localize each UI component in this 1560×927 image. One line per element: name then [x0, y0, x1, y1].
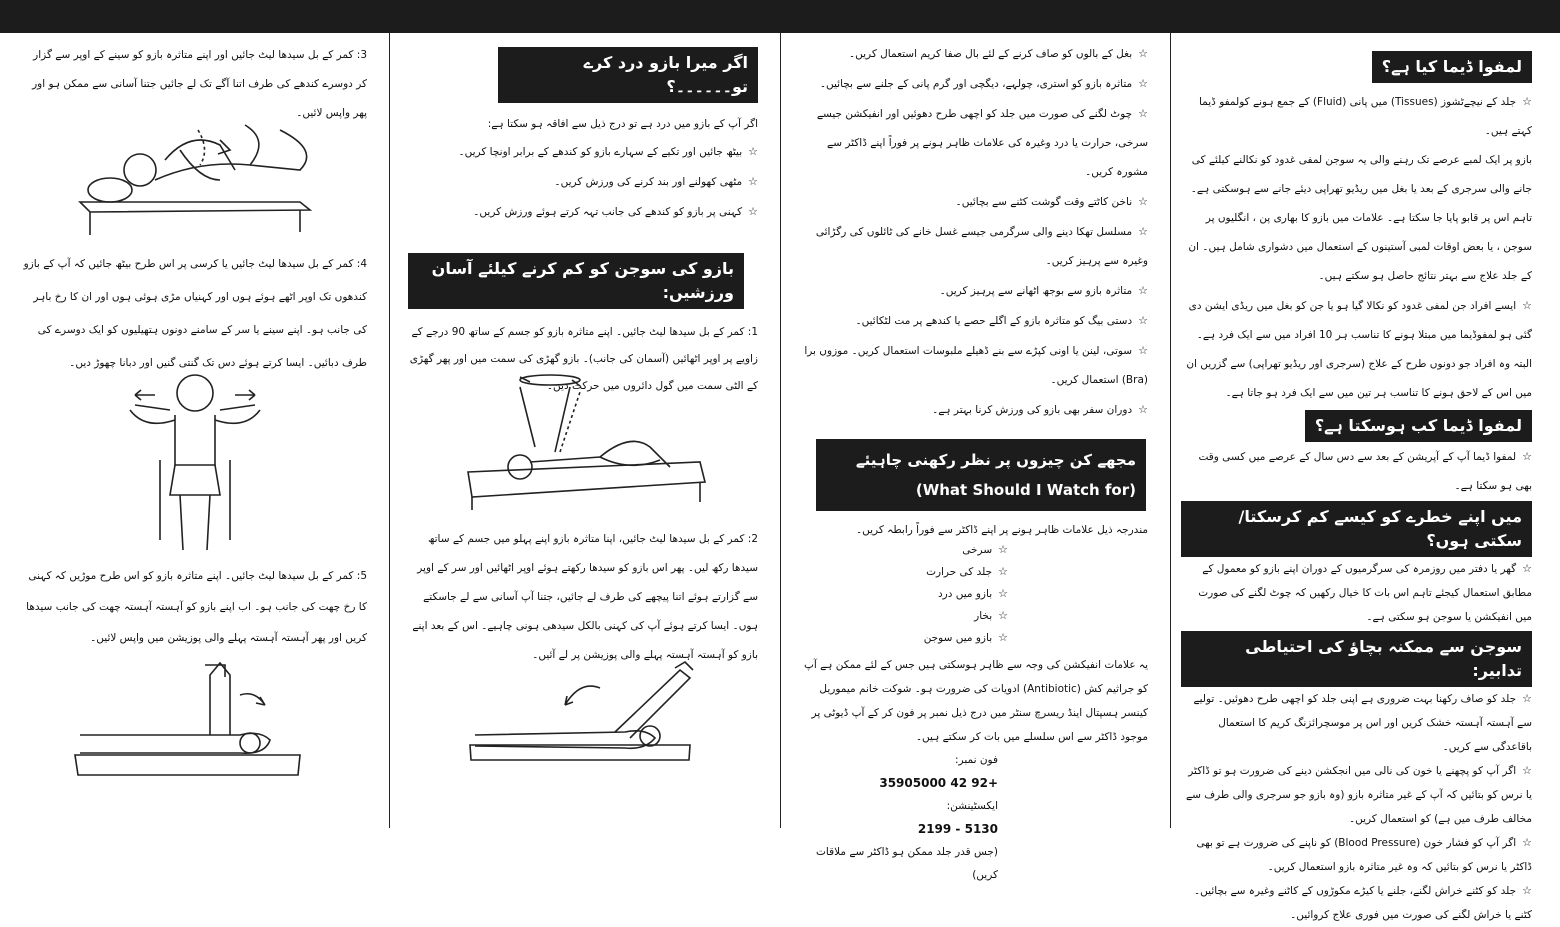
paragraph-when: ☆لمفوا ڈیما آپ کے آپریشن کے بعد سے دس سال کے عرصے میں کسی وقت بھی ہو سکتا ہے۔: [1198, 450, 1532, 492]
column-divider: [389, 33, 390, 828]
phone-number: +92 42 35905000: [879, 776, 998, 790]
exercise-4-illustration: [115, 365, 275, 555]
list-item: ☆متاثرہ بازو کو استری، چولہے، دیگچی اور گرم پانی کے جلنے سے بچائیں۔: [819, 77, 1148, 90]
heading-what-is-lymphedema: لمفوا ڈیما کیا ہے؟: [1372, 51, 1532, 83]
heading-arm-pain: اگر میرا بازو درد کرے تو۔۔۔۔۔۔؟: [498, 47, 758, 103]
paragraph-exercise-4: 4: کمر کے بل سیدھا لیٹ جائیں یا کرسی پر اس طرح بیٹھ جائیں کہ آپ کے بازو کندھوں تک اوپر اٹھے ہوئے ہوں اور کہنیاں مڑی ہوئی ہوں اور ان کا رخ باہر کی جانب ہو۔ اپنے سینے یا سر کے سامنے دونوں ہتھیلیوں کو ایک دوسرے کی طرف دبائیں۔ ایسا کرتے ہوئے دس تک گنتی گنیں اور دبانا چھوڑ دیں۔: [23, 258, 367, 369]
paragraph-watch-intro: مندرجہ ذیل علامات ظاہر ہونے پر اپنے ڈاکٹر سے فوراً رابطہ کریں۔: [855, 524, 1148, 536]
column-intro: [1171, 33, 1560, 921]
list-item: ☆اگر آپ کو فشار خون (Blood Pressure) کو ناپنے کی ضرورت ہے تو بھی ڈاکٹر یا نرس کو بتائیں کہ وہ غیر متاثرہ بازو استعمال کریں۔: [1196, 836, 1532, 873]
paragraph-definition: ☆جلد کے نیچےٹشوز (Tissues) میں پانی (Fluid) کے جمع ہونے کولمفو ڈیما کہتے ہیں۔: [1198, 95, 1532, 137]
list-item: ☆دستی بیگ کو متاثرہ بازو کے اگلے حصے یا کندھے پر مت لٹکائیں۔: [855, 314, 1148, 327]
heading-easy-exercises: بازو کی سوجن کو کم کرنے کیلئے آسان ورزشیں:: [408, 253, 744, 309]
paragraph-antibiotic: یہ علامات انفیکشن کی وجہ سے ظاہر ہوسکتی ہیں جس کے لئے ممکن ہے آپ کو جراثیم کش (Antibiotic) ادویات کی ضرورت ہو۔ شوکت خانم میموریل کینسر ہسپتال اینڈ ریسرچ سنٹر میں درج ذیل نمبر پر فون کر کے آپ ڈیوٹی پر موجود ڈاکٹر سے اس سلسلے میں بات کر سکتے ہیں۔: [804, 659, 1148, 743]
extension-label: ایکسٹینشن:: [946, 800, 998, 812]
list-item: ☆ناخن کاٹتے وقت گوشت کٹنے سے بچائیں۔: [955, 195, 1148, 208]
list-item: ☆جلد کو صاف رکھنا بہت ضروری ہے اپنی جلد کو اچھی طرح دھوئیں۔ تولیے سے آہستہ آہستہ خشک کریں اور اس پر موسچرائزنگ کریم کا استعمال باقاعدگی سے کریں۔: [1193, 692, 1532, 753]
list-item: ☆جلد کو کٹنے خراش لگنے، جلنے یا کیڑے مکوڑوں کے کاٹنے وغیرہ سے بچائیں۔ کٹنے یا خراش لگنے کی صورت میں فوری علاج کروائیں۔: [1194, 884, 1532, 921]
phone-label: فون نمبر:: [955, 754, 998, 766]
paragraph-risk: ☆ایسے افراد جن لمفی غدود کو نکالا گیا ہو یا جن کو بغل میں ریڈی ایشن دی گئی ہو لمفوڈیما میں مبتلا ہونے کا تناسب ہر 10 افراد میں سے ایک فرد ہے۔ البتہ وہ افراد جو دونوں طرح کے علاج (سرجری اور ریڈیو تھراپی) سے گزریں ان میں اس کے لاحق ہونے کا تناسب ہر تین میں سے ایک فرد ہو جاتا ہے۔: [1186, 299, 1532, 399]
column-divider: [1170, 33, 1171, 828]
precautions-list: [1181, 687, 1532, 927]
list-item: ☆کہنی پر بازو کو کندھے کی جانب تہہ کرتے ہوئے ورزش کریں۔: [473, 205, 758, 218]
list-item: ☆مسلسل تھکا دینے والی سرگرمی جیسے غسل خانے کی ٹائلوں کی رگڑائی وغیرہ سے پرہیز کریں۔: [815, 225, 1148, 267]
extension-number: 5130 - 2199: [917, 822, 998, 836]
paragraph-exercise-5: 5: کمر کے بل سیدھا لیٹ جائیں۔ اپنے متاثرہ بازو کو اس طرح موڑیں کہ کہنی کا رخ چھت کی جانب ہو۔ اب اپنے بازو کو آہستہ آہستہ چھت کی جانب سیدھا کریں اور پھر آہستہ آہستہ پہلے والی پوزیشن میں واپس لائیں۔: [26, 570, 367, 644]
column-precautions-symptoms: [781, 33, 1170, 881]
column-divider: [780, 33, 781, 828]
list-item: ☆بغل کے بالوں کو صاف کرنے کے لئے بال صفا کریم استعمال کریں۔: [848, 47, 1148, 60]
paragraph-arm-pain-intro: اگر آپ کے بازو میں درد ہے تو درج ذیل سے افاقہ ہو سکتا ہے:: [487, 118, 758, 130]
paragraph-reduce-risk: ☆گھر یا دفتر میں روزمرہ کی سرگرمیوں کے دوران اپنے بازو کو معمول کے مطابق استعمال کیجئے تاہم اس بات کا خیال رکھیں کہ چوٹ لگنے کی صورت میں انفیکشن یا سوجن ہو سکتی ہے۔: [1198, 562, 1532, 623]
list-item: ☆بازو میں سوجن: [923, 631, 1008, 644]
list-item: ☆چوٹ لگنے کی صورت میں جلد کو اچھی طرح دھوئیں اور انفیکشن جیسے سرخی، حرارت یا درد وغیرہ کی علامات ظاہر ہونے پر فوراً اپنے ڈاکٹر سے مشورہ کریں۔: [816, 107, 1148, 178]
arm-pain-list: [408, 137, 758, 227]
exercise-1-illustration: [460, 372, 710, 512]
list-item: ☆بیٹھ جائیں اور تکیے کے سہارے بازو کو کندھے کے برابر اونچا کریں۔: [458, 145, 758, 158]
list-item: ☆بخار: [974, 609, 1008, 622]
contact-block: [803, 749, 1148, 887]
list-item: ☆مٹھی کھولنے اور بند کرنے کی ورزش کریں۔: [554, 175, 758, 188]
exercise-2-illustration: [465, 660, 705, 770]
paragraph-exercise-3: 3: کمر کے بل سیدھا لیٹ جائیں اور اپنے متاثرہ بازو کو سینے کے اوپر سے گزار کر دوسرے کندھے کی طرف اتنا آگے تک لے جائیں جتنا آسانی سے ممکن ہو اور پھر واپس لائیں۔: [32, 49, 367, 119]
paragraph-exercise-2: 2: کمر کے بل سیدھا لیٹ جائیں، اپنا متاثرہ بازو اپنے پہلو میں جسم کے ساتھ سیدھا رکھ لیں۔ پھر اس بازو کو سیدھا رکھتے ہوئے اوپر اٹھائیں اور سر کے اوپر سے گزارتے ہوئے اتنا پیچھے کی طرف لے جائیں، جتنا آپ آسانی سے لے جاسکتے ہوں۔ ایسا کرتے ہوئے آپ کی کہنی بالکل سیدھی ہونی چاہیے۔ اس کے بعد اپنے بازو کو آہستہ آہستہ پہلے والی پوزیشن پر لے آئیں۔: [412, 533, 758, 661]
symptoms-list: [803, 539, 1148, 649]
contact-note: (جس قدر جلد ممکن ہو ڈاکٹر سے ملاقات کریں): [816, 846, 998, 881]
paragraph-exercise-1: 1: کمر کے بل سیدھا لیٹ جائیں۔ اپنے متاثرہ بازو کو جسم کے ساتھ 90 درجے کے زاویے پر اوپر اٹھائیں (آسمان کی جانب)۔ بازو گھڑی کی سمت میں اور پھر گھڑی کے الٹی سمت میں گول دائروں میں حرکت دیں۔: [409, 326, 758, 392]
exercise-5-illustration: [70, 655, 310, 780]
list-item: ☆سوتی، لینن یا اونی کپڑے سے بنے ڈھیلے ملبوسات استعمال کریں۔ موزوں برا (Bra) استعمال کریں۔: [804, 344, 1148, 386]
heading-when-lymphedema: لمفوا ڈیما کب ہوسکتا ہے؟: [1305, 410, 1532, 442]
precautions-list-continued: [803, 39, 1148, 425]
list-item: ☆متاثرہ بازو سے بوجھ اٹھانے سے پرہیز کریں۔: [939, 284, 1148, 297]
heading-reduce-risk: میں اپنے خطرے کو کیسے کم کرسکتا/سکتی ہوں؟: [1181, 501, 1532, 557]
list-item: ☆دوران سفر بھی بازو کی ورزش کرنا بہتر ہے۔: [932, 403, 1148, 416]
heading-what-to-watch: مجھے کن چیزوں پر نظر رکھنی چاہیئے (What Should I Watch for): [816, 439, 1146, 511]
list-item: ☆سرخی: [962, 543, 1008, 556]
list-item: ☆اگر آپ کو پچھنے یا خون کی نالی میں انجکشن دینے کی ضرورت ہو تو ڈاکٹر یا نرس کو بتائیں کہ آپ کے غیر متاثرہ بازو (وہ بازو جو سرجری والی طرف سے مخالف طرف میں ہے) کو استعمال کریں۔: [1185, 764, 1532, 825]
top-bar: [0, 0, 1560, 33]
list-item: ☆جلد کی حرارت: [926, 565, 1008, 578]
list-item: ☆بازو میں درد: [937, 587, 1008, 600]
exercise-3-illustration: [70, 110, 360, 240]
heading-precautions: سوجن سے ممکنہ بچاؤ کی احتیاطی تدابیر:: [1181, 631, 1532, 687]
paragraph-causes: بازو پر ایک لمبے عرصے تک رہنے والی یہ سوجن لمفی غدود کو نکالنے کیلئے کی جانے والی سرجری کے بعد یا بغل میں ریڈیو تھراپی دیئے جانے سے ہوسکتی ہے۔ تاہم اس پر قابو پایا جا سکتا ہے۔ علامات میں بازو کا بھاری پن ، انگلیوں پر سوجن ، یا بعض اوقات لمبی آستینوں کے استعمال میں دشواری شامل ہیں۔ ان کے جلد علاج سے بہتر نتائج حاصل ہو سکتے ہیں۔: [1188, 154, 1532, 282]
